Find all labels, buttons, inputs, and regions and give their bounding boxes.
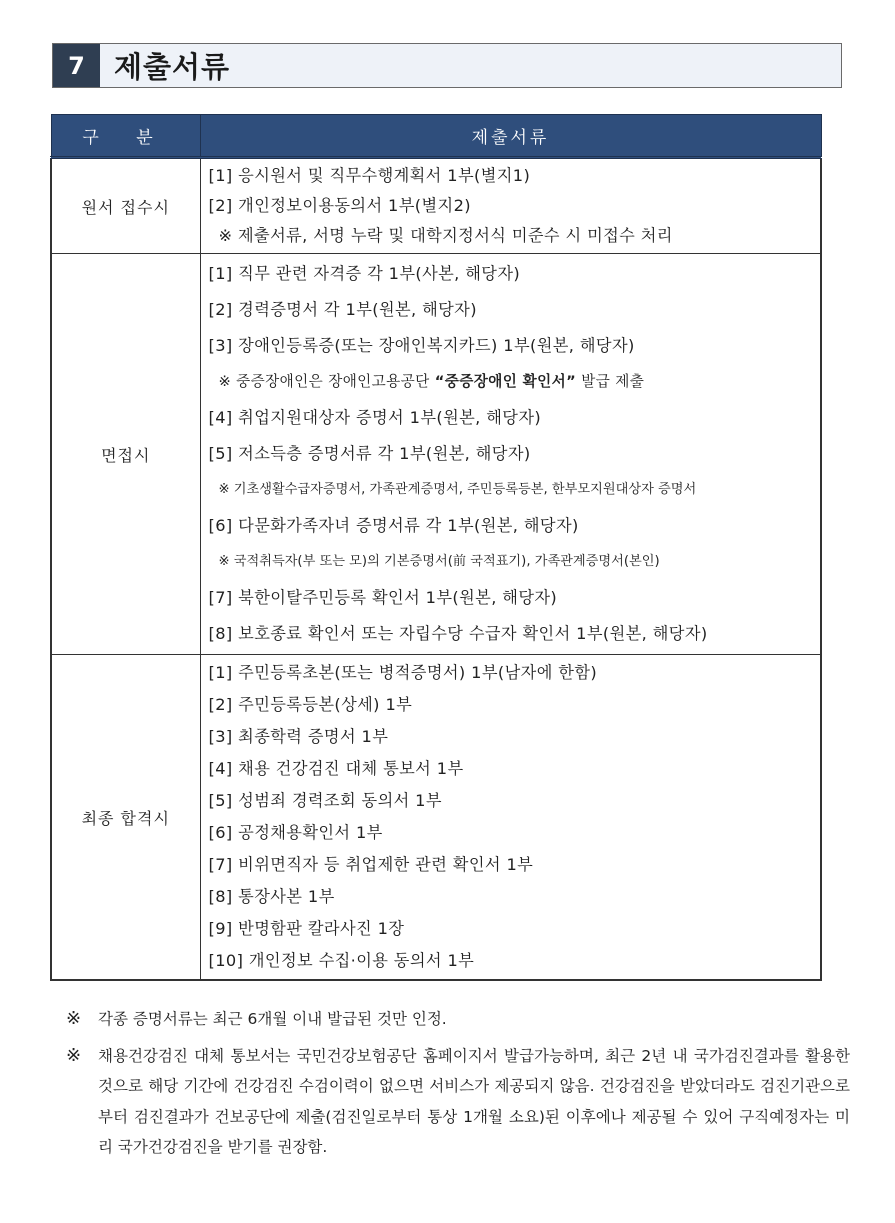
list-item: [3] 장애인등록증(또는 장애인복지카드) 1부(원본, 해당자): [208, 336, 635, 355]
section-number: 7: [53, 44, 100, 87]
footnote-text: 채용건강검진 대체 통보서는 국민건강보험공단 홈페이지서 발급가능하며, 최근 2년 내 국가검진결과를 활용한 것으로 해당 기간에 건강검진 수검이력이 없으면 서비스가 제공되지 않음. 건강검진을 받았더라도 검진기관으로부터 검진결과가 건보공단에 제출(검진일로부터 통상 1개월 소요)된 이후에나 제공될 수 있어 구직예정자는 미리 국가건강검진을 받기를 권장함.: [98, 1046, 850, 1156]
list-item: [10] 개인정보 수집·이용 동의서 1부: [208, 951, 475, 970]
note-text: ※ 중증장애인은 장애인고용공단: [218, 373, 435, 390]
footnote: [66, 1004, 850, 1035]
list-item: [1] 주민등록초본(또는 병적증명서) 1부(남자에 한함): [208, 663, 598, 682]
list-item: [2] 개인정보이용동의서 1부(별지2): [208, 196, 471, 215]
list-item: [6] 다문화가족자녀 증명서류 각 1부(원본, 해당자): [208, 516, 579, 535]
list-item: [5] 저소득층 증명서류 각 1부(원본, 해당자): [208, 444, 531, 463]
list-item: [1] 직무 관련 자격증 각 1부(사본, 해당자): [208, 264, 521, 283]
row-category: 최종 합격시: [51, 655, 200, 981]
list-item: [3] 최종학력 증명서 1부: [208, 727, 389, 746]
table-row: [51, 254, 821, 655]
list-item: [7] 비위면직자 등 취업제한 관련 확인서 1부: [208, 855, 534, 874]
list-item: [6] 공정채용확인서 1부: [208, 823, 383, 842]
list-item: [5] 성범죄 경력조회 동의서 1부: [208, 791, 442, 810]
note-text: 발급 제출: [576, 373, 645, 390]
table-row: [51, 158, 821, 254]
footnote-text: 각종 증명서류는 최근 6개월 이내 발급된 것만 인정.: [98, 1010, 447, 1028]
list-item: [1] 응시원서 및 직무수행계획서 1부(별지1): [208, 166, 531, 185]
reference-mark-icon: ※: [66, 1044, 82, 1066]
header-documents: 제출서류: [200, 115, 821, 158]
list-item: [2] 경력증명서 각 1부(원본, 해당자): [208, 300, 477, 319]
row-category: 원서 접수시: [51, 158, 200, 254]
list-item: [7] 북한이탈주민등록 확인서 1부(원본, 해당자): [208, 588, 558, 607]
table-row: [51, 655, 821, 981]
note-item: ※ 국적취득자(부 또는 모)의 기본증명서(前 국적표기), 가족관계증명서(본인): [218, 554, 660, 569]
list-item: [2] 주민등록등본(상세) 1부: [208, 695, 413, 714]
list-item: [9] 반명함판 칼라사진 1장: [208, 919, 405, 938]
list-item: [4] 취업지원대상자 증명서 1부(원본, 해당자): [208, 408, 542, 427]
row-items: [200, 655, 821, 981]
section-header: [52, 43, 842, 88]
header-category: 구 분: [51, 115, 200, 158]
note-emphasis: “중증장애인 확인서”: [434, 373, 577, 390]
list-item: [4] 채용 건강검진 대체 통보서 1부: [208, 759, 464, 778]
section-title: 제출서류: [114, 50, 231, 84]
table-header-row: [51, 115, 821, 158]
documents-table: [50, 114, 822, 981]
footnote: [66, 1041, 850, 1163]
footnotes: [66, 1004, 850, 1169]
row-category: 면접시: [51, 254, 200, 655]
list-item: [8] 보호종료 확인서 또는 자립수당 수급자 확인서 1부(원본, 해당자): [208, 624, 708, 643]
row-items: [200, 254, 821, 655]
note-item: [209, 364, 815, 400]
list-item: [8] 통장사본 1부: [208, 887, 335, 906]
reference-mark-icon: ※: [66, 1008, 82, 1029]
note-item: ※ 기초생활수급자증명서, 가족관계증명서, 주민등록등본, 한부모지원대상자 증명서: [218, 482, 697, 497]
row-items: [200, 158, 821, 254]
note-item: ※ 제출서류, 서명 누락 및 대학지정서식 미준수 시 미접수 처리: [218, 226, 673, 245]
